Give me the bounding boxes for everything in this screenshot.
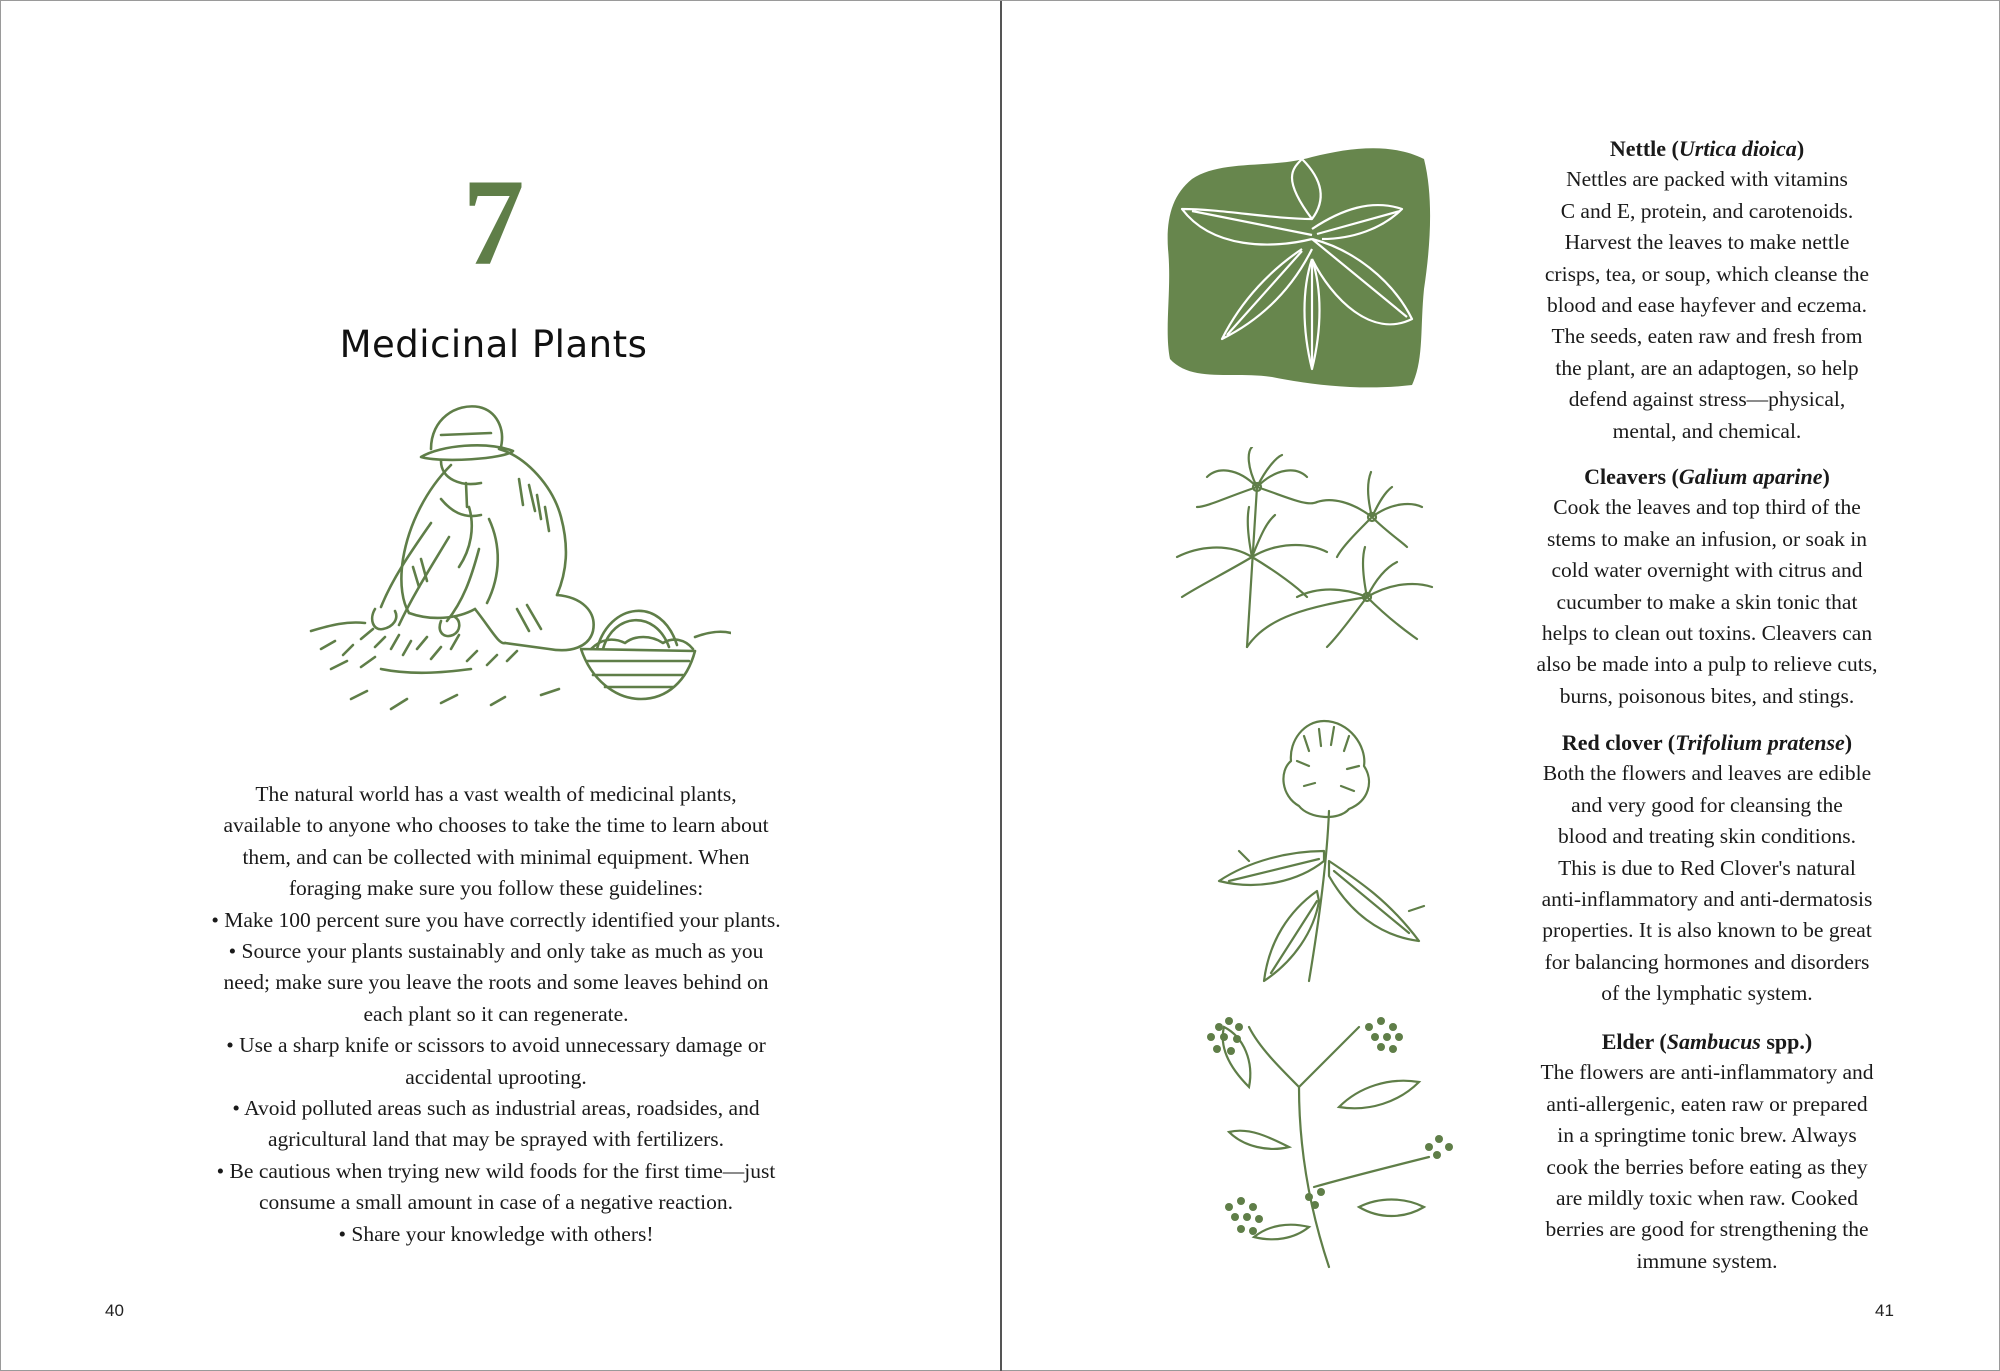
- entry-line: also be made into a pulp to relieve cuts,: [1536, 652, 1878, 677]
- guideline-item: • Be cautious when trying new wild foods for the first time—just: [216, 1158, 776, 1183]
- plant-heading: Nettle (Urtica dioica): [1609, 136, 1805, 161]
- entry-line: The flowers are anti-inflammatory and: [1540, 1060, 1874, 1085]
- entry-line: crisps, tea, or soup, which cleanse the: [1544, 261, 1870, 286]
- plant-entry-red-clover: [1507, 727, 1907, 1010]
- guideline-item: • Source your plants sustainably and only take as much as you: [228, 939, 764, 964]
- entry-line: This is due to Red Clover's natural: [1558, 855, 1856, 880]
- entry-line: properties. It is also known to be great: [1542, 918, 1872, 943]
- guideline-item: agricultural land that may be sprayed with fertilizers.: [267, 1127, 725, 1152]
- entry-line: berries are good for strengthening the: [1545, 1217, 1869, 1242]
- entry-line: Harvest the leaves to make nettle: [1564, 230, 1850, 255]
- entry-line: mental, and chemical.: [1612, 418, 1802, 443]
- gardener-illustration: [291, 399, 731, 741]
- entry-line: the plant, are an adaptogen, so help: [1555, 355, 1859, 380]
- intro-line: foraging make sure you follow these guidelines:: [288, 876, 704, 901]
- red-clover-illustration: [1209, 701, 1449, 986]
- entry-line: burns, poisonous bites, and stings.: [1559, 683, 1855, 708]
- entry-line: cook the berries before eating as they: [1546, 1154, 1868, 1179]
- entry-line: for balancing hormones and disorders: [1544, 949, 1870, 974]
- plant-name: Elder: [1601, 1029, 1654, 1054]
- plant-entry-cleavers: [1507, 461, 1907, 712]
- entry-line: C and E, protein, and carotenoids.: [1560, 198, 1854, 223]
- entry-line: cold water overnight with citrus and: [1551, 558, 1863, 583]
- guideline-item: consume a small amount in case of a negative reaction.: [258, 1190, 734, 1215]
- chapter-number: 7: [462, 154, 525, 291]
- plant-heading: Red clover (Trifolium pratense): [1561, 730, 1853, 755]
- entry-line: are mildly toxic when raw. Cooked: [1556, 1186, 1858, 1211]
- intro-line: The natural world has a vast wealth of medicinal plants,: [255, 782, 737, 806]
- entry-line: in a springtime tonic brew. Always: [1557, 1123, 1857, 1148]
- entry-line: immune system.: [1636, 1248, 1778, 1273]
- plant-name: Red clover: [1561, 730, 1663, 755]
- right-page: [1002, 1, 2000, 1371]
- elder-illustration: [1189, 1007, 1479, 1277]
- guideline-item: each plant so it can regenerate.: [363, 1001, 629, 1026]
- entry-line: blood and treating skin conditions.: [1558, 824, 1856, 849]
- intro-text: [171, 779, 821, 1250]
- entry-line: anti-inflammatory and anti-dermatosis: [1541, 887, 1873, 912]
- guideline-item: • Use a sharp knife or scissors to avoid unnecessary damage or: [226, 1033, 766, 1058]
- intro-line: available to anyone who chooses to take the time to learn about: [223, 813, 769, 838]
- entry-line: anti-allergenic, eaten raw or prepared: [1546, 1091, 1868, 1116]
- left-page: [1, 1, 1000, 1371]
- entry-line: The seeds, eaten raw and fresh from: [1551, 324, 1863, 349]
- plant-name: Cleavers: [1584, 464, 1667, 489]
- plant-entry-elder: [1507, 1026, 1907, 1277]
- guideline-item: need; make sure you leave the roots and some leaves behind on: [223, 970, 769, 995]
- entry-line: of the lymphatic system.: [1601, 981, 1813, 1006]
- entry-line: stems to make an infusion, or soak in: [1546, 526, 1868, 551]
- guideline-item: • Make 100 percent sure you have correctly identified your plants.: [211, 907, 781, 932]
- nettle-illustration: [1162, 139, 1437, 392]
- page-number: 40: [105, 1301, 124, 1320]
- entry-line: Nettles are packed with vitamins: [1566, 167, 1848, 192]
- plant-latin-name: Urtica dioica: [1678, 136, 1797, 161]
- plant-latin-name: Galium aparine: [1678, 464, 1823, 489]
- plant-heading: Elder (Sambucus spp.): [1601, 1029, 1813, 1054]
- guideline-item: accidental uprooting.: [405, 1064, 587, 1089]
- intro-line: them, and can be collected with minimal equipment. When: [242, 844, 750, 869]
- entry-line: defend against stress—physical,: [1568, 387, 1846, 412]
- plant-heading: Cleavers (Galium aparine): [1584, 464, 1830, 489]
- plant-latin-suffix: spp.: [1760, 1029, 1805, 1054]
- plant-name: Nettle: [1609, 136, 1667, 161]
- entry-line: Cook the leaves and top third of the: [1553, 495, 1861, 520]
- entry-line: blood and ease hayfever and eczema.: [1547, 293, 1867, 318]
- entry-line: cucumber to make a skin tonic that: [1556, 589, 1858, 614]
- page-number: 41: [1875, 1301, 1894, 1320]
- entry-line: helps to clean out toxins. Cleavers can: [1541, 621, 1873, 646]
- plant-latin-name: Sambucus: [1666, 1029, 1761, 1054]
- cleavers-illustration: [1167, 447, 1442, 662]
- chapter-title: Medicinal Plants: [339, 323, 648, 366]
- plant-entry-nettle: [1507, 133, 1907, 447]
- entry-line: and very good for cleansing the: [1571, 792, 1843, 817]
- entry-line: Both the flowers and leaves are edible: [1542, 761, 1872, 786]
- guideline-item: • Share your knowledge with others!: [338, 1221, 654, 1246]
- guideline-item: • Avoid polluted areas such as industrial areas, roadsides, and: [232, 1096, 760, 1121]
- plant-latin-name: Trifolium pratense: [1675, 730, 1845, 755]
